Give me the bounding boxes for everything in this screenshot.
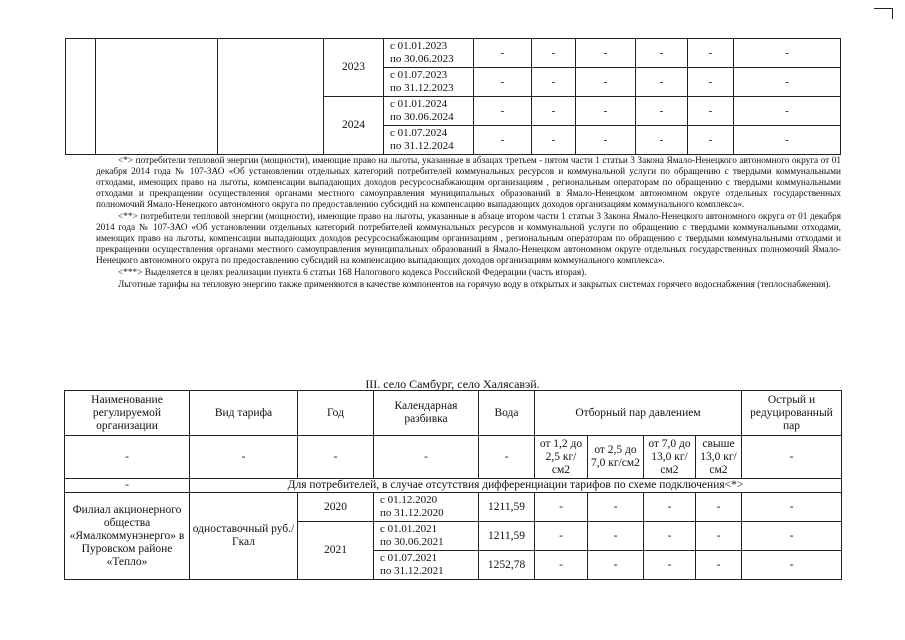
header-period: Календарная разбивка <box>374 391 479 436</box>
dash-cell: - <box>734 68 841 97</box>
period-cell: с 01.01.2021 по 30.06.2021 <box>374 522 479 551</box>
dash-cell: - <box>298 436 374 479</box>
dash-cell: - <box>532 39 576 68</box>
year-cell: 2023 <box>324 39 384 97</box>
footnote-3: <***> Выделяется в целях реализации пункта 6 статьи 168 Налогового кодекса Российской Федерации (часть вторая). <box>118 268 587 278</box>
dash-cell: - <box>742 551 842 580</box>
org-name-cell: Филиал акционерного общества «Ямалкоммунэнерго» в Пуровском районе «Тепло» <box>65 493 190 580</box>
dash-cell: - <box>65 479 190 493</box>
dash-cell: - <box>535 551 588 580</box>
dash-cell: - <box>688 68 734 97</box>
dash-cell: - <box>734 39 841 68</box>
table-row <box>65 436 842 479</box>
period-cell: с 01.07.2024 по 31.12.2024 <box>384 126 474 155</box>
header-row <box>65 391 842 436</box>
dash-cell: - <box>742 522 842 551</box>
dash-cell: - <box>474 68 532 97</box>
dash-cell: - <box>742 493 842 522</box>
steam-sub-header: от 2,5 до 7,0 кг/см2 <box>588 436 644 479</box>
footnote-1: <*> потребители тепловой энергии (мощности), имеющие право на льготы, указанные в абзацах третьем - пятом части 1 статьи 3 Закона Ямало-Ненецкого автономного округа от 01 декабря 2014 года № 107-ЗАО «Об установлении отдельных категорий потребителей коммунальных ресурсов и коммунальной услуги по обращению с твердыми коммунальными отходами, имеющих право на льготы, компенсации выпадающих доходов ресурсоснабжающим организациям , региональным операторам по обращению с твердыми коммунальными отходами и прекращении осуществления органами местного самоуправления муниципальных образований в Ямало-Ненецком автономном округе отдельных государственных полномочий Ямало-Ненецкого автономного округа по предоставлению субсидий на компенсацию выпадающих доходов организациям коммунального комплекса». <box>96 156 841 210</box>
dash-cell: - <box>374 436 479 479</box>
section-title: III. село Самбург, село Халясавэй. <box>365 377 540 391</box>
dash-cell: - <box>576 39 636 68</box>
dash-cell: - <box>636 68 688 97</box>
dash-cell: - <box>636 39 688 68</box>
year-cell: 2020 <box>298 493 374 522</box>
empty-cell <box>96 39 218 155</box>
water-value: 1252,78 <box>479 551 535 580</box>
dash-cell: - <box>588 493 644 522</box>
water-value: 1211,59 <box>479 522 535 551</box>
dash-cell: - <box>636 97 688 126</box>
top-tariff-table <box>65 38 841 155</box>
table-row <box>66 39 841 68</box>
dash-cell: - <box>532 68 576 97</box>
dash-cell: - <box>576 97 636 126</box>
dash-cell: - <box>696 522 742 551</box>
dash-cell: - <box>532 97 576 126</box>
dash-cell: - <box>535 522 588 551</box>
dash-cell: - <box>688 39 734 68</box>
dash-cell: - <box>576 68 636 97</box>
dash-cell: - <box>696 493 742 522</box>
footnote-4: Льготные тарифы на тепловую энергию также применяются в качестве компонентов на горячую воду в открытых и закрытых системах горячего водоснабжения (теплоснабжения). <box>118 280 831 290</box>
dash-cell: - <box>474 39 532 68</box>
dash-cell: - <box>576 126 636 155</box>
table-row <box>65 479 842 493</box>
bottom-tariff-table <box>64 390 842 580</box>
dash-cell: - <box>742 436 842 479</box>
dash-cell: - <box>636 126 688 155</box>
dash-cell: - <box>535 493 588 522</box>
steam-sub-header: свыше 13,0 кг/см2 <box>696 436 742 479</box>
page-corner-mark <box>874 8 893 19</box>
dash-cell: - <box>688 97 734 126</box>
dash-cell: - <box>532 126 576 155</box>
header-year: Год <box>298 391 374 436</box>
empty-cell <box>218 39 324 155</box>
footnotes <box>96 156 841 292</box>
steam-sub-header: от 7,0 до 13,0 кг/см2 <box>644 436 696 479</box>
table-row <box>65 493 842 522</box>
dash-cell: - <box>65 436 190 479</box>
dash-cell: - <box>644 551 696 580</box>
dash-cell: - <box>688 126 734 155</box>
period-cell: с 01.12.2020 по 31.12.2020 <box>374 493 479 522</box>
empty-cell <box>66 39 96 155</box>
header-water: Вода <box>479 391 535 436</box>
year-cell: 2024 <box>324 97 384 155</box>
dash-cell: - <box>734 97 841 126</box>
dash-cell: - <box>734 126 841 155</box>
dash-cell: - <box>190 436 298 479</box>
dash-cell: - <box>474 126 532 155</box>
period-cell: с 01.01.2023 по 30.06.2023 <box>384 39 474 68</box>
dash-cell: - <box>479 436 535 479</box>
header-org: Наименование регулируемой организации <box>65 391 190 436</box>
steam-sub-header: от 1,2 до 2,5 кг/см2 <box>535 436 588 479</box>
period-cell: с 01.01.2024 по 30.06.2024 <box>384 97 474 126</box>
period-cell: с 01.07.2021 по 31.12.2021 <box>374 551 479 580</box>
year-cell: 2021 <box>298 522 374 580</box>
dash-cell: - <box>696 551 742 580</box>
header-steam: Отборный пар давлением <box>535 391 742 436</box>
period-cell: с 01.07.2023 по 31.12.2023 <box>384 68 474 97</box>
header-sharp-steam: Острый и редуцированный пар <box>742 391 842 436</box>
tariff-type-cell: одноставочный руб./Гкал <box>190 493 298 580</box>
dash-cell: - <box>588 522 644 551</box>
consumer-group-row: Для потребителей, в случае отсутствия дифференциации тарифов по схеме подключения<*> <box>190 479 842 493</box>
water-value: 1211,59 <box>479 493 535 522</box>
dash-cell: - <box>588 551 644 580</box>
dash-cell: - <box>474 97 532 126</box>
dash-cell: - <box>644 493 696 522</box>
dash-cell: - <box>644 522 696 551</box>
footnote-2: <**> потребители тепловой энергии (мощности), имеющие право на льготы, указанные в абзаце втором части 1 статьи 3 Закона Ямало-Ненецкого автономного округа от 01 декабря 2014 года № 107-ЗАО «Об установлении отдельных категорий потребителей коммунальных ресурсов и коммунальной услуги по обращению с твердыми коммунальными отходами, имеющих право на льготы, компенсации выпадающих доходов ресурсоснабжающим организациям , региональным операторам по обращению с твердыми коммунальными отходами и прекращении осуществления органами местного самоуправления муниципальных образований в Ямало-Ненецком автономном округе отдельных государственных полномочий Ямало-Ненецкого автономного округа по предоставлению субсидий на компенсацию выпадающих доходов организациям коммунального комплекса». <box>96 212 841 266</box>
header-tariff-type: Вид тарифа <box>190 391 298 436</box>
